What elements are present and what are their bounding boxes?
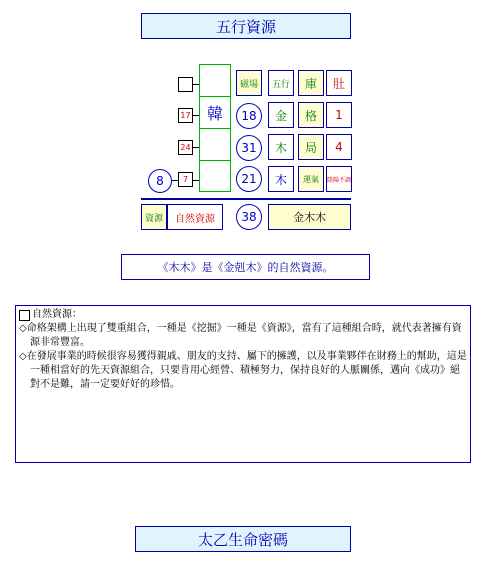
name-character: 韓: [206, 103, 223, 123]
magnetic-field-header: 磁場: [236, 70, 262, 96]
connector-line: [172, 180, 178, 181]
grid-divider: [199, 160, 231, 161]
resource-label: 資源: [141, 204, 167, 230]
element-combination: 金木木: [268, 204, 351, 230]
wuxing-element-1: 金: [268, 102, 294, 128]
stroke-count-box-2: 24: [178, 140, 193, 155]
wuxing-element-3: 木: [268, 166, 294, 192]
resource-value: 自然資源: [167, 204, 223, 230]
ge-label: 格: [298, 102, 324, 128]
page-title: 五行資源: [141, 13, 351, 39]
number-circle-3: 21: [236, 166, 262, 192]
du-header: 肚: [326, 70, 352, 96]
ju-label: 局: [298, 134, 324, 160]
footer-title: 太乙生命密碼: [135, 526, 351, 552]
grid-divider: [199, 128, 231, 129]
fortune-value: 陰陽不調: [326, 166, 352, 192]
surname-marker-box: [178, 77, 193, 92]
stroke-count-box-1: 17: [178, 108, 193, 123]
ju-value: 4: [326, 134, 352, 160]
grid-divider: [199, 96, 231, 97]
panel-heading: 自然資源：: [32, 309, 82, 320]
ku-header: 庫: [298, 70, 324, 96]
fortune-label: 運氣: [298, 166, 324, 192]
stroke-count-box-3: 7: [178, 172, 193, 187]
outer-circle: 8: [148, 169, 172, 193]
checkbox-icon: [19, 310, 30, 321]
number-circle-1: 18: [236, 103, 262, 129]
wuxing-header: 五行: [268, 70, 294, 96]
panel-item-1: ◇命格架構上出現了雙重組合，一種是《挖掘》一種是《資源》，當有了這種組合時，就代表著擁有資源非常豐富。: [19, 323, 462, 348]
panel-heading-row: [19, 308, 467, 322]
section-divider: [141, 198, 351, 200]
total-circle: 38: [236, 204, 262, 230]
number-circle-2: 31: [236, 135, 262, 161]
ge-value: 1: [326, 102, 352, 128]
wuxing-element-2: 木: [268, 134, 294, 160]
resource-note: 《木木》是《金剋木》的自然資源。: [121, 254, 370, 280]
description-panel: [15, 305, 471, 463]
panel-item-2: ◇在發展事業的時候很容易獲得親戚、朋友的支持、屬下的擁護，以及事業夥伴在財務上的幫助，這是一種相當好的先天資源組合，只要肯用心經營、積極努力，保持良好的人脈關係，邁向《成功》絕對不是難，請一定要好好的珍惜。: [19, 351, 467, 390]
